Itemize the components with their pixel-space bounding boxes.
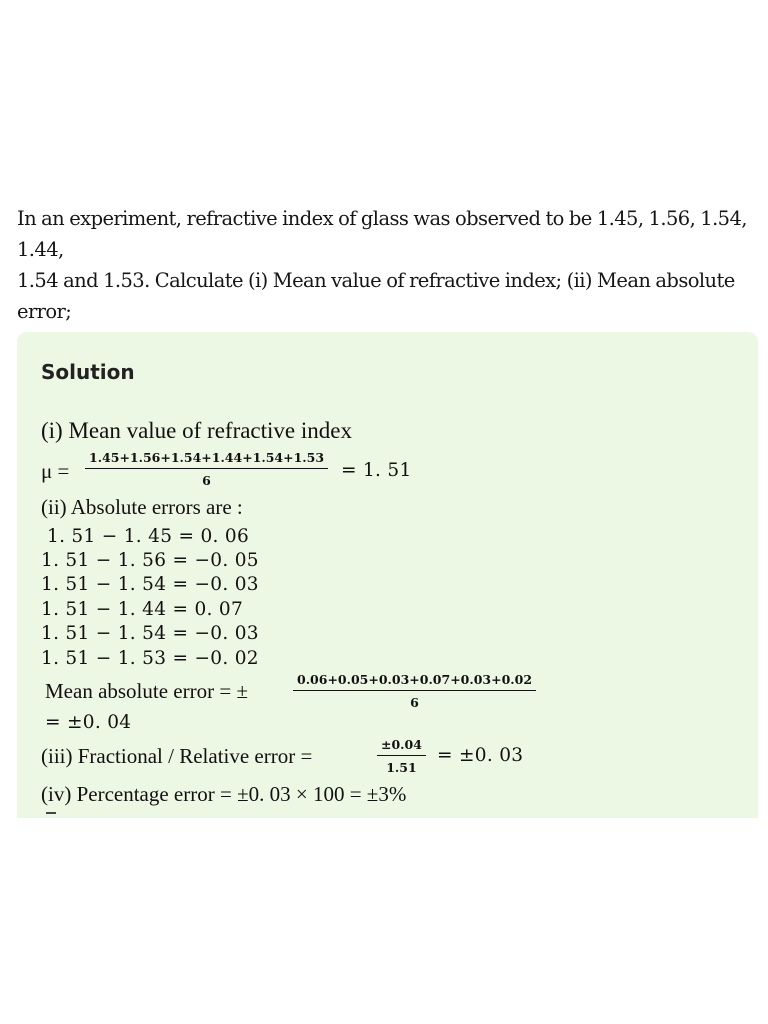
part-i-fraction bbox=[85, 450, 328, 488]
part-iv-label: (iv) Percentage error = ±0. 03 × 100 = ±3% bbox=[41, 782, 407, 806]
abs-error-line: 1. 51 − 1. 53 = −0. 02 bbox=[41, 648, 259, 669]
mean-abs-error-numerator: 0.06+0.05+0.03+0.07+0.03+0.02 bbox=[293, 672, 536, 691]
part-iii-numerator: ±0.04 bbox=[377, 737, 426, 756]
mean-abs-error-result: = ±0. 04 bbox=[45, 712, 132, 733]
part-i-result: = 1. 51 bbox=[341, 460, 412, 481]
mean-abs-error-label: Mean absolute error = ± bbox=[45, 679, 248, 703]
cut-off-glyph bbox=[46, 812, 56, 818]
part-iii-denominator: 1.51 bbox=[386, 760, 417, 775]
solution-heading: Solution bbox=[41, 360, 135, 384]
mean-abs-error-fraction bbox=[293, 672, 536, 710]
abs-error-line: 1. 51 − 1. 54 = −0. 03 bbox=[41, 623, 259, 644]
abs-error-line: 1. 51 − 1. 44 = 0. 07 bbox=[41, 599, 244, 620]
part-iii-fraction bbox=[377, 737, 426, 775]
part-i-denominator: 6 bbox=[202, 473, 211, 488]
part-ii-label: (ii) Absolute errors are : bbox=[41, 495, 243, 519]
question-text: In an experiment, refractive index of glass was observed to be 1.45, 1.56, 1.54, 1.44, 1.54 and 1.53. Calculate (i) Mean value of refractive index; (ii) Mean absolute error; bbox=[17, 207, 747, 323]
abs-error-line: 1. 51 − 1. 56 = −0. 05 bbox=[41, 550, 259, 571]
part-i-numerator: 1.45+1.56+1.54+1.44+1.54+1.53 bbox=[85, 450, 328, 469]
part-iii-result: = ±0. 03 bbox=[437, 745, 524, 766]
part-i-label: (i) Mean value of refractive index bbox=[41, 418, 352, 443]
part-i-lhs: μ = bbox=[41, 459, 70, 483]
abs-error-line: 1. 51 − 1. 45 = 0. 06 bbox=[47, 526, 250, 547]
solution-card bbox=[17, 332, 758, 818]
abs-error-line: 1. 51 − 1. 54 = −0. 03 bbox=[41, 574, 259, 595]
mean-abs-error-denominator: 6 bbox=[410, 695, 419, 710]
part-iii-label: (iii) Fractional / Relative error = bbox=[41, 744, 313, 768]
